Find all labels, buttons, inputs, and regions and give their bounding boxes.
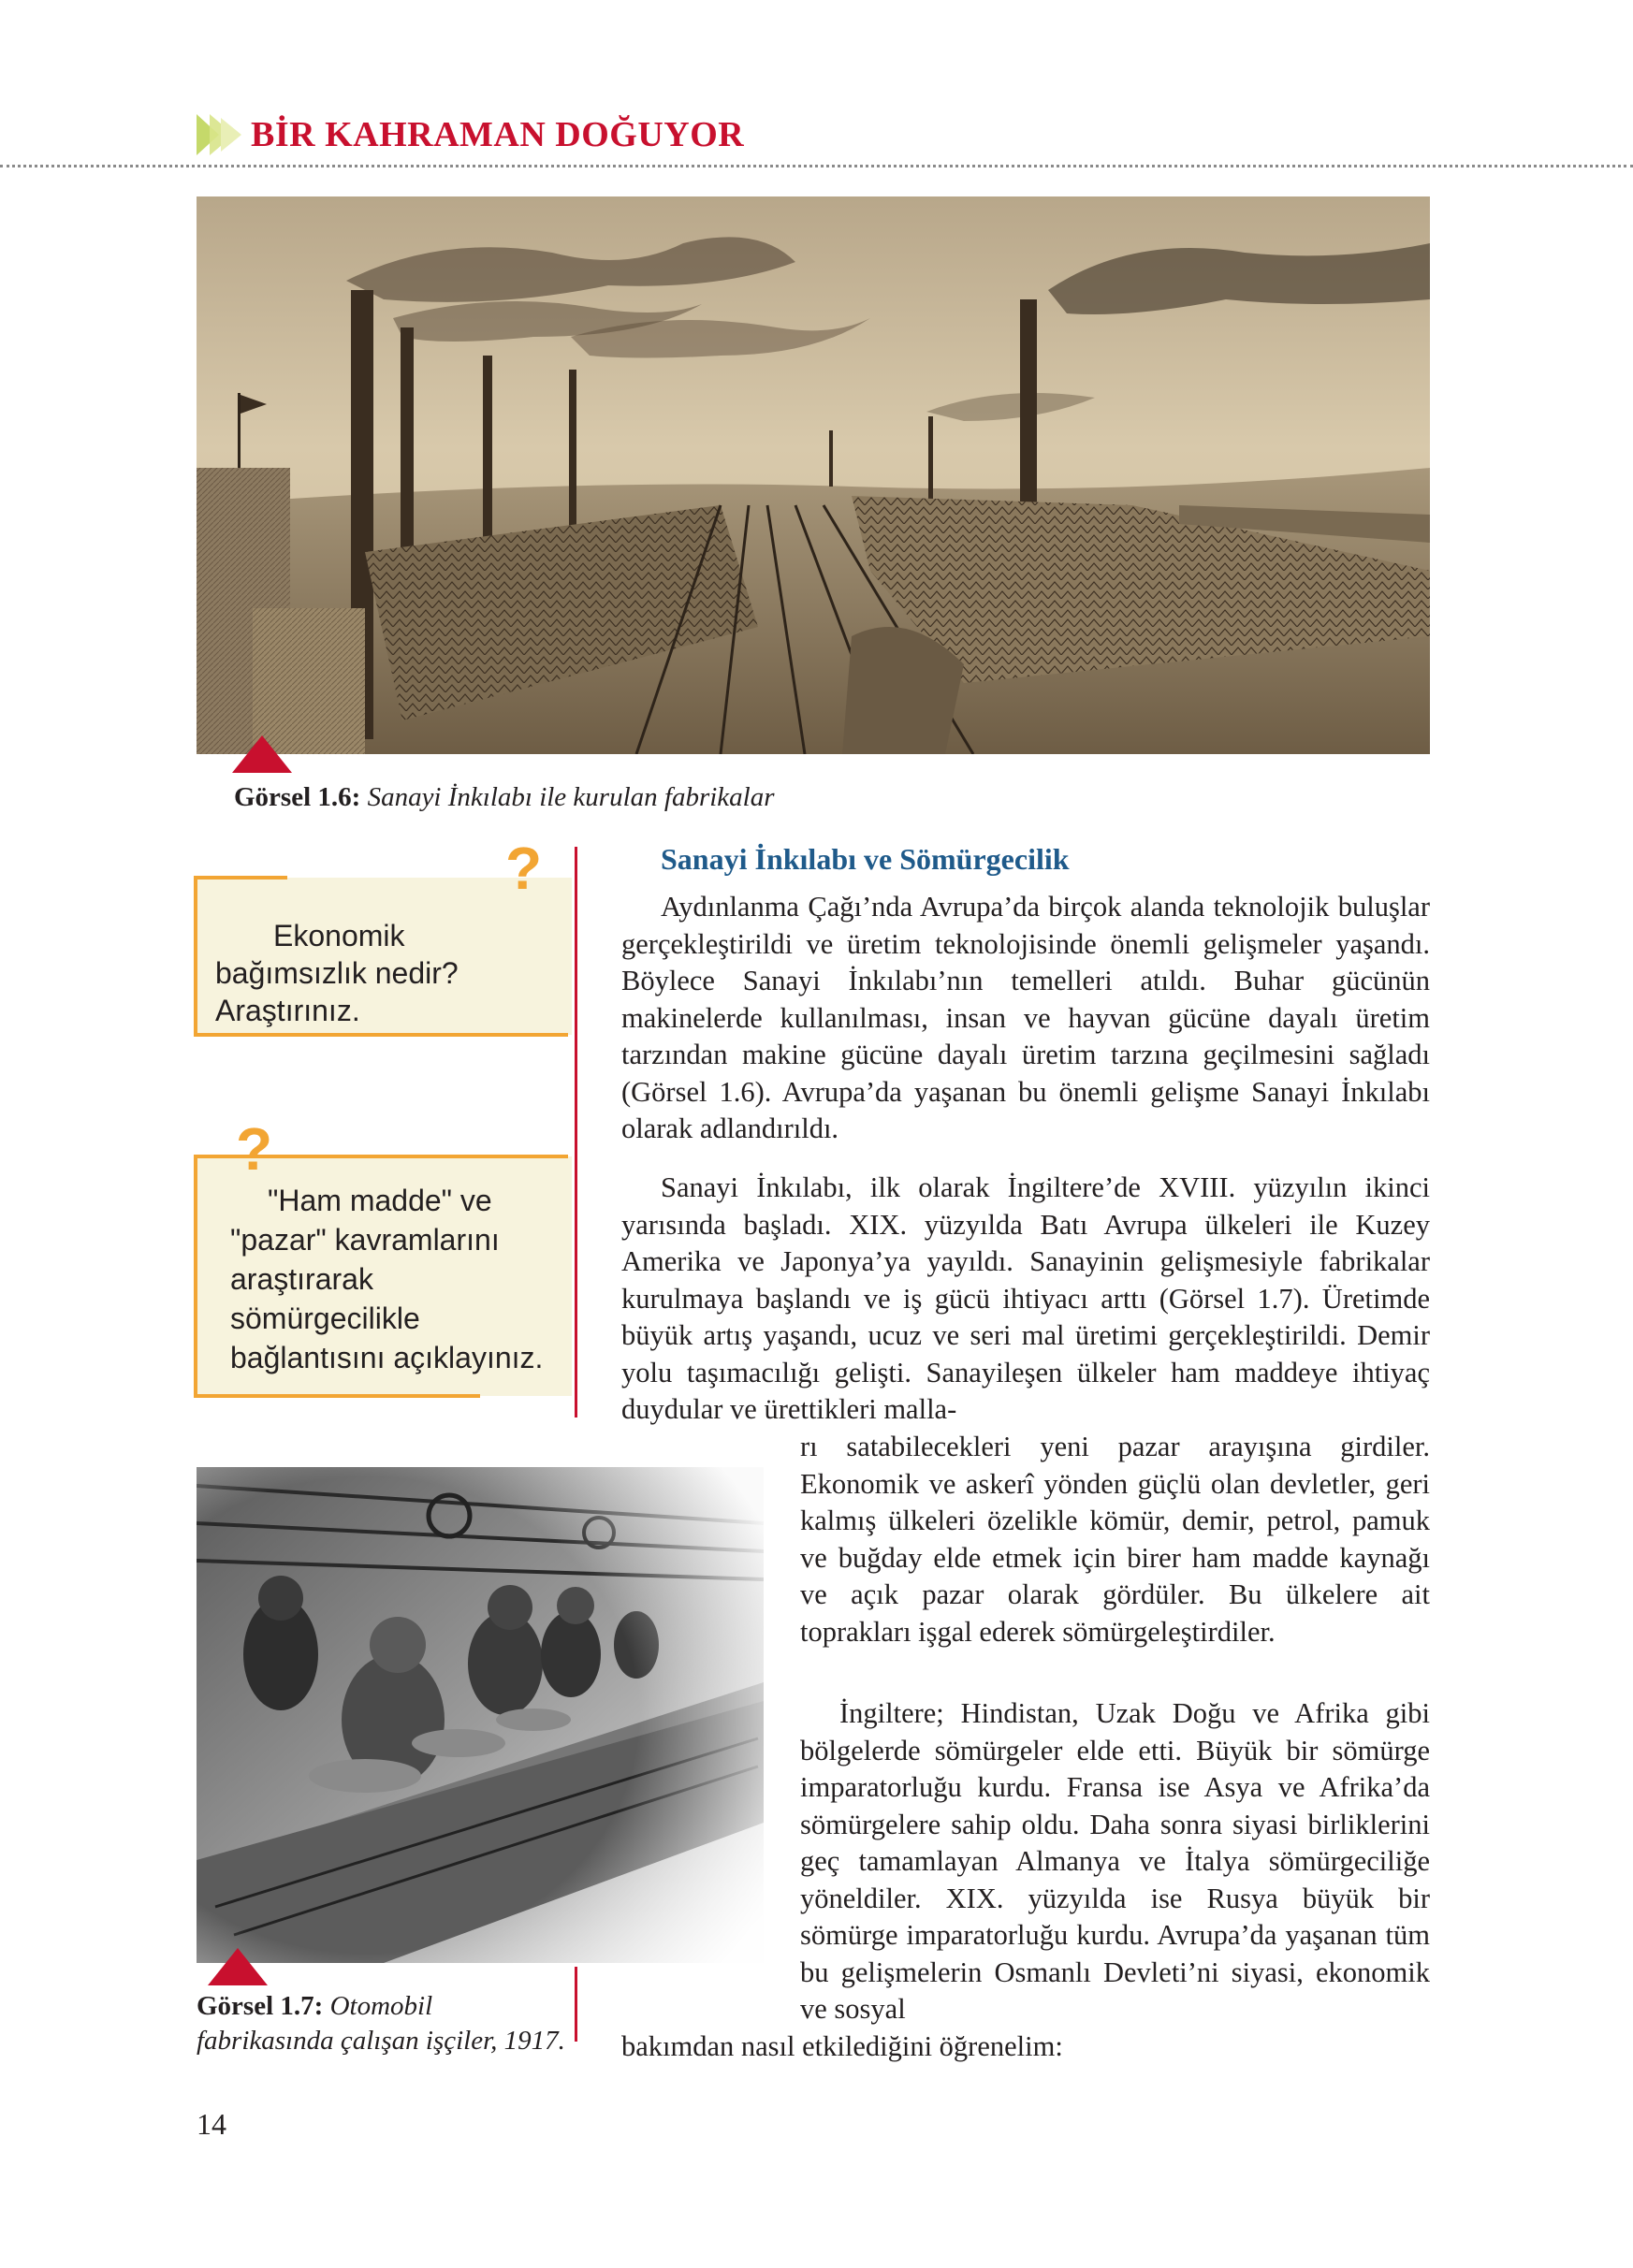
column-divider: [575, 1967, 577, 2042]
question-mark-icon: ?: [236, 1115, 273, 1183]
chapter-arrow-icon: [197, 112, 243, 157]
figure-2-label: Görsel 1.7:: [197, 1991, 324, 2021]
question-box-2-bottom-rule: [194, 1394, 480, 1398]
column-divider: [575, 847, 577, 1418]
figure-2-caption-text: Otomobil fabrikasında çalışan işçiler, 1917.: [197, 1991, 565, 2056]
question-box-1-bottom-rule: [194, 1033, 568, 1037]
chapter-title: BİR KAHRAMAN DOĞUYOR: [251, 115, 745, 154]
paragraph: Sanayi İnkılabı, ilk olarak İngiltere’de XVIII. yüzyılın ikinci yarısında başladı. XIX. yüzyılda Batı Avrupa ülkeleri ile Kuzey Amerika ve Japonya’ya yayıldı. Sanayinin gelişmesiyle fabrikalar kurulmaya başlandı ve iş gücü ihtiyacı arttı (Görsel 1.7). Üretimde büyük artış yaşandı, ucuz ve seri mal üretimi gerçekleştirildi. Demir yolu taşımacılığı gelişti. Sanayileşen ülkeler ham maddeye ihtiyaç duydular ve ürettikleri malla-: [621, 1171, 1430, 1425]
page-number: 14: [197, 2107, 226, 2141]
paragraph: İngiltere; Hindistan, Uzak Doğu ve Afrika gibi bölgelerde sömürgeler elde etti. Büyük bir sömürge imparatorluğu kurdu. Fransa ise Asya ve Afrika’da sömürgelere sahip oldu. Daha sonra siyasi birliklerini geç tamamlayan Almanya ve İtalya sömürgeciliğe yöneldiler. XIX. yüzyılda ise Rusya büyük bir sömürge imparatorluğu kurdu. Avrupa’da yaşanan tüm bu gelişmelerin Osmanlı Devleti’ni siyasi, ekonomik ve sosyal: [800, 1697, 1430, 2025]
figure-1-label: Görsel 1.6:: [234, 782, 361, 812]
caption-marker-icon: [232, 735, 292, 773]
header-divider: [0, 165, 1633, 167]
question-box-1-top-rule: [194, 876, 287, 880]
question-box-2-text: "Ham madde" ve "pazar" kavramlarını araştırarak sömürgecilikle bağlantısını açıklayınız.: [230, 1184, 544, 1374]
factory-engraving-image: [197, 196, 1430, 754]
figure-1-caption-text: Sanayi İnkılabı ile kurulan fabrikalar: [367, 782, 775, 812]
paragraph: Aydınlanma Çağı’nda Avrupa’da birçok alanda teknolojik buluşlar gerçekleştirildi ve üretim teknolojisinde önemli gelişmeler yaşandı. Böylece Sanayi İnkılabı’nın temelleri atıldı. Buhar gücünün makinelerde kullanılması, insan ve hayvan gücüne dayalı üretim tarzından makine gücüne dayalı üretim tarzına geçilmesini sağladı (Görsel 1.6). Avrupa’da yaşanan bu önemli gelişme Sanayi İnkılabı olarak adlandırıldı.: [621, 891, 1430, 1144]
figure-2-caption: [197, 1989, 566, 2058]
section-title: Sanayi İnkılabı ve Sömürgecilik: [661, 842, 1070, 876]
paragraph: rı satabilecekleri yeni pazar arayışına girdiler. Ekonomik ve askerî yönden güçlü olan devletler, geri kalmış ülkeleri özelikle kömür, demir, petrol, pamuk ve buğday elde etmek için birer ham madde kaynağı ve açık pazar olarak gördüler. Bu ülkelere ait toprakları işgal ederek sömürgeleştirdiler.: [800, 1431, 1430, 1648]
assembly-line-photo: [197, 1467, 764, 1963]
question-mark-icon: ?: [505, 835, 543, 902]
paragraph: bakımdan nasıl etkilediğini öğrenelim:: [621, 2030, 1063, 2062]
figure-1-caption: [234, 780, 775, 814]
caption-marker-icon: [208, 1948, 268, 1985]
question-box-1-text: Ekonomik bağımsızlık nedir? Araştırınız.: [215, 919, 459, 1027]
